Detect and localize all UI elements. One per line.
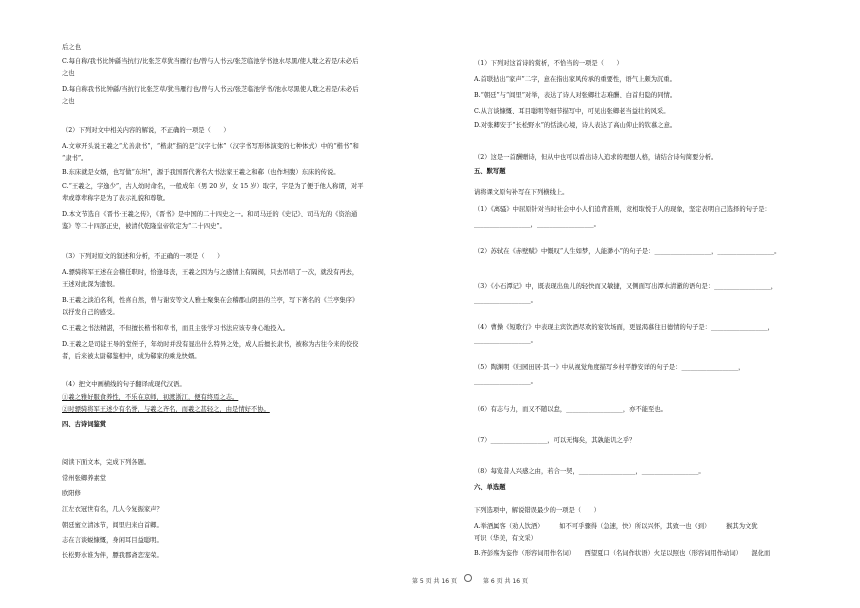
option-text: 之也	[62, 98, 75, 105]
underlined-sentence: ①羲之雅好服食养性，不乐在京师，初渡浙江，便有终焉之志。	[62, 394, 239, 401]
poem-author: 欧阳修	[62, 490, 81, 497]
poem-line: 志在言谈蜕慷慨，身闲耳目益聪明。	[62, 537, 163, 544]
section-heading: 四、古诗词鉴赏	[62, 421, 107, 428]
question-text: （4）曹操《短歌行》中表现主宾饮酒尽欢的宴饮场面，更显渴慕往日德情的句子是：__________________，	[474, 324, 774, 331]
option-text: 王述对此深为遗恨。	[62, 281, 119, 288]
option-text: A.骠骑将军王述在会稽任职时，恰逢母丧，王羲之因为与之感情上有隔阂，只去吊唁了一次，就没有再去，	[62, 269, 359, 276]
option-text: 辈或尊辈称字是为了表示礼貌和尊敬。	[62, 195, 170, 202]
option-text: A.文章开头说王羲之“尤善隶书”，“楷隶”指的是“汉字七体”（汉字书写形体演变的七种体式）中的“楷书”和	[62, 143, 359, 150]
question-text: 下列选项中，解说错误最少的一项是（ ）	[474, 507, 600, 514]
option-text: A.首联拈出“家声”二字，意在指出家风传承的重要性，语气上颇为沉重。	[474, 76, 676, 83]
option-text: C.每自称/我书比钟繇当抗行/比张芝草犹当雁行也/曾与人书云/张芝临池学书池水尽黑/使人耽之若是/未必后	[62, 58, 359, 65]
circle-icon	[464, 574, 472, 582]
poem-line: 长松野水谁为伴，膘我郡斋恋宠荣。	[62, 552, 163, 559]
question-text: （7）__________________，可以无悔矣，其孰能讥之乎？	[474, 437, 636, 444]
option-text: 之也	[62, 70, 75, 77]
option-text: 后之也	[62, 44, 81, 51]
question-text: （4）把文中画横线的句子翻译成现代汉语。	[62, 381, 186, 388]
option-text: “隶书”。	[62, 155, 88, 162]
option-text: C.“王羲之，字逸少”，古人幼时命名，一般成年（男 20 岁，女 15 岁）取字，字是为了便于他人称谓，对平	[62, 183, 364, 190]
answer-blank: __________________。	[474, 337, 537, 344]
answer-blank: __________________。	[474, 297, 537, 304]
option-text: C.从言谈慷慨、耳目聪明等细节描写中，可见出张卿老当益壮的风采。	[474, 108, 670, 115]
poem-title: 常州张卿养素堂	[62, 475, 107, 482]
question-text: （6）有志与力，而又不随以怠，__________________，亦不能至也。	[474, 406, 667, 413]
option-text: D.每自称我书比钟繇/当抗行比张芝草/犹当雁行也/曾与人书云/张芝临池学书/池水尽黑使人耽之若是/未必后	[62, 86, 359, 93]
option-text: D.本文节选自《晋书·王羲之传》，《晋书》是中国的二十四史之一。和司马迁的《史记》、司马光的《资治通	[62, 211, 358, 218]
poem-line: 朝廷蜜立清冰节，闾里归来白首卿。	[62, 522, 163, 529]
option-text: B.王羲之淡泊名利，性喜自然，曾与谢安等文人雅士聚集在会稽郡山阴县的兰亭，写下著名的《兰亭集序》	[62, 297, 359, 304]
poem-line: 江左衣冠世有名，几人今复振家声？	[62, 506, 163, 513]
question-text: （1）《离骚》中屈原针对当时社会中小人们追背准则，竞相取悦于人的现象，坚定表明自己选择的句子是：	[474, 206, 771, 213]
option-text: B.东床就是女婿，也写做“东坦”，源于我国晋代著名大书法家王羲之和郗（也作坦腹）东床的传说。	[62, 169, 340, 176]
section-heading: 六、单选题	[474, 484, 506, 491]
question-text: （2）下列对文中相关内容的解说，不正确的一项是（ ）	[62, 127, 230, 134]
option-text: A.举酒属客（劝人饮酒） 如不可乎骤得（急速，快）所以兴怀，其致一也（到） 猴其为文犹	[474, 523, 758, 530]
question-text: （8）每览昔人兴感之由，若合一契，__________________，__________________。	[474, 468, 705, 475]
option-text: B.齐彭殇为妄作（形容词用作名词） 西望夏口（名词作状语）火足以照也（形容词用作动词） 混化而	[474, 550, 771, 557]
instruction-text: 阅读下面文本，完成下列各题。	[62, 459, 151, 466]
answer-blank: __________________。	[474, 378, 537, 385]
page-number-right: 第 6 页 共 16 页	[483, 578, 528, 585]
option-text: 者，后来被太尉郗鉴相中，成为郗家的乘龙快婿。	[62, 353, 201, 360]
option-text: B.“朝廷”与“闾里”对举，表达了诗人对张卿壮志难酬、白首归隐的同情。	[474, 92, 677, 99]
underlined-sentence: ②时骠骑将军王述少有名誉，与羲之齐名，而羲之甚轻之，由是情好不协。	[62, 406, 270, 413]
answer-blank: __________________，__________________。	[474, 221, 600, 228]
option-text: D.对张卿安于“长松野水”的恬淡心境，诗人表达了高山仰止的钦慕之意。	[474, 122, 677, 129]
option-text: 可识（华美，有文采）	[474, 535, 537, 542]
option-text: 鉴》等二十四部正史，被清代乾隆皇帝钦定为“二十四史”。	[62, 223, 226, 230]
option-text: 以抒发自己的感受。	[62, 309, 119, 316]
instruction-text: 请将课文原句补写在下列横线上。	[474, 189, 569, 196]
question-text: （1）下列对这首诗的赏析，不恰当的一项是（ ）	[474, 60, 623, 67]
question-text: （2）苏轼在《赤壁赋》中慨叹“人生如梦，人能渺小”的句子是：__________________，__________________。	[474, 248, 781, 255]
question-text: （3）《小石潭记》中，既表现出鱼儿的轻快而又敏捷，又侧面写出潭水清澈的语句是：__________________，	[474, 283, 778, 290]
question-text: （2）这是一首酬赠诗，但从中也可以看出诗人追求的理想人格，请结合诗句简要分析。	[474, 154, 718, 161]
question-text: （3）下列对原文的叙述和分析，不正确的一项是（ ）	[62, 253, 224, 260]
option-text: C.王羲之书法精湛，不但擅长楷书和草书，而且主张学习书法应该专身心地投入。	[62, 325, 289, 332]
question-text: （5）陶渊明《归园田居·其一》中从视觉角度描写乡村平静安详的句子是：__________________，	[474, 364, 745, 371]
option-text: D.王羲之是司徒王导的堂侄子，年幼时并没有显出什么特异之处，成人后擅长隶书，被称为古往今来的佼佼	[62, 341, 359, 348]
section-heading: 五、默写题	[474, 168, 506, 175]
page-number-left: 第 5 页 共 16 页	[412, 578, 457, 585]
